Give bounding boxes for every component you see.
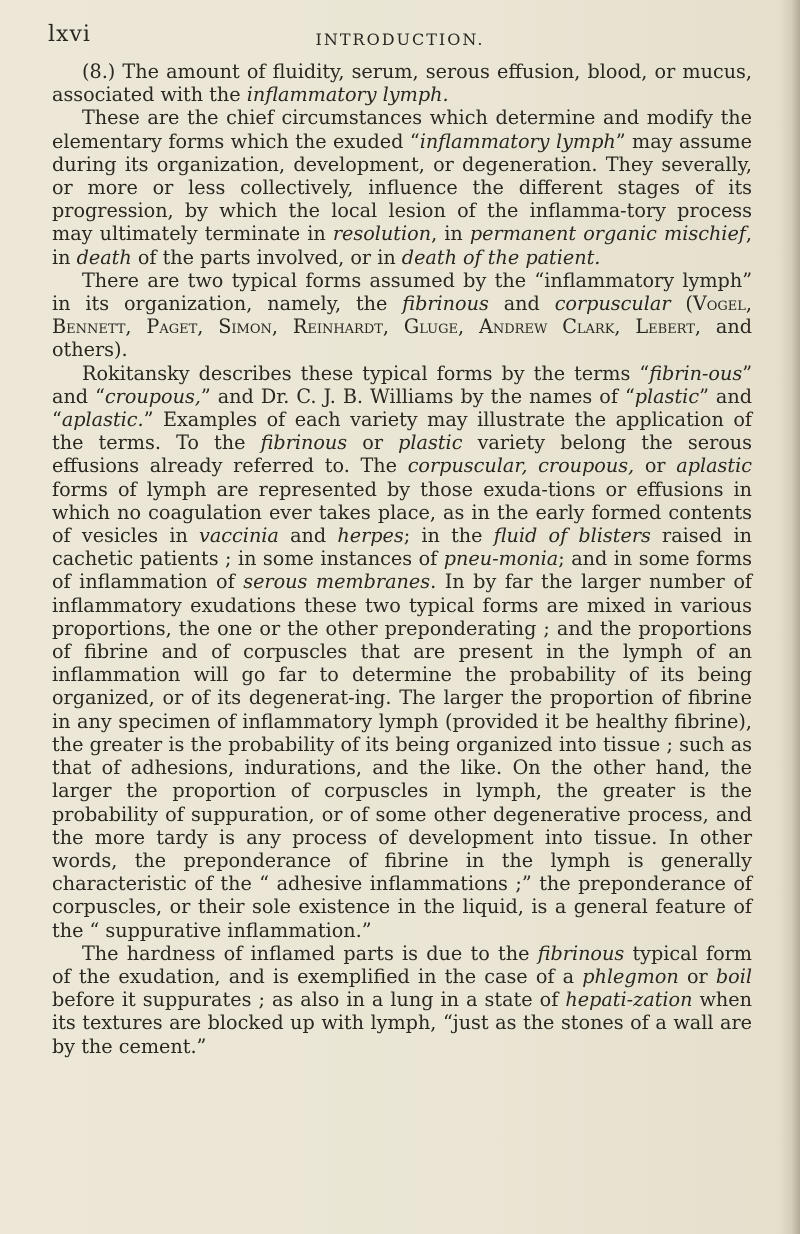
paragraph-rokitansky: Rokitansky describes these typical forms by the terms “fibrin-ous” and “croupous,” and Dr. C. J. B. Williams by the names of “plastic” and “aplastic.” Examples of each variety may illustrate the application of the terms. To the fibrinous or plastic variety belong the serous effusions already referred to. The corpuscular, croupous, or aplastic forms of lymph are represented by those exuda-tions or effusions in which no coagulation ever takes place, as in the early formed contents of vesicles in vaccinia and herpes; in the fluid of blisters raised in cachetic patients ; in some instances of pneu-monia; and in some forms of inflammation of serous membranes. In by far the larger number of inflammatory exudations these two typical forms are mixed in various proportions, the one or the other preponderating ; and the proportions of fibrine and of corpuscles that are present in the lymph of an inflammation will go far to determine the probability of its being organized, or of its degenerat-ing. The larger the proportion of fibrine in any specimen of inflammatory lymph (provided it be healthy fibrine), the greater is the probability of its being organized into tissue ; such as that of adhesions, indurations, and the like. On the other hand, the larger the proportion of corpuscles in lymph, the greater is the probability of suppuration, or of some other degenerative process, and the more tardy is any process of development into tissue. In other words, the preponderance of fibrine in the lymph is generally characteristic of the “ adhesive inflammations ;” the preponderance of corpuscles, or their sole existence in the liquid, is a general feature of the “ suppurative inflammation.”	[52, 361, 753, 942]
page-number: lxvi	[48, 22, 91, 47]
body-text	[52, 60, 752, 1058]
page-header	[48, 22, 752, 52]
paragraph-hardness: The hardness of inflamed parts is due to the fibrinous typical form of the exudation, and is exemplified in the case of a phlegmon or boil before it suppurates ; as also in a lung in a state of hepati-zation when its textures are blocked up with lymph, “just as the stones of a wall are by the cement.”	[52, 941, 752, 1058]
running-head: INTRODUCTION.	[315, 30, 485, 49]
paragraph-circumstances: These are the chief circumstances which determine and modify the elementary forms which the exuded “inflammatory lymph” may assume during its organization, development, or degeneration. They severally, or more or less collectively, influence the different stages of its progression, by which the local lesion of the inflamma-tory process may ultimately terminate in resolution, in permanent organic mischief, in death of the parts involved, or in death of the patient.	[52, 106, 753, 269]
page-edge-shadow	[778, 0, 800, 1234]
paragraph-8: (8.) The amount of fluidity, serum, serous effusion, blood, or mucus, associated with the inflammatory lymph.	[52, 60, 752, 107]
paragraph-typical-forms: There are two typical forms assumed by the “inflammatory lymph” in its organization, namely, the fibrinous and corpuscular (Vogel, Bennett, Paget, Simon, Reinhardt, Gluge, Andrew Clark, Lebert, and others).	[52, 268, 753, 362]
